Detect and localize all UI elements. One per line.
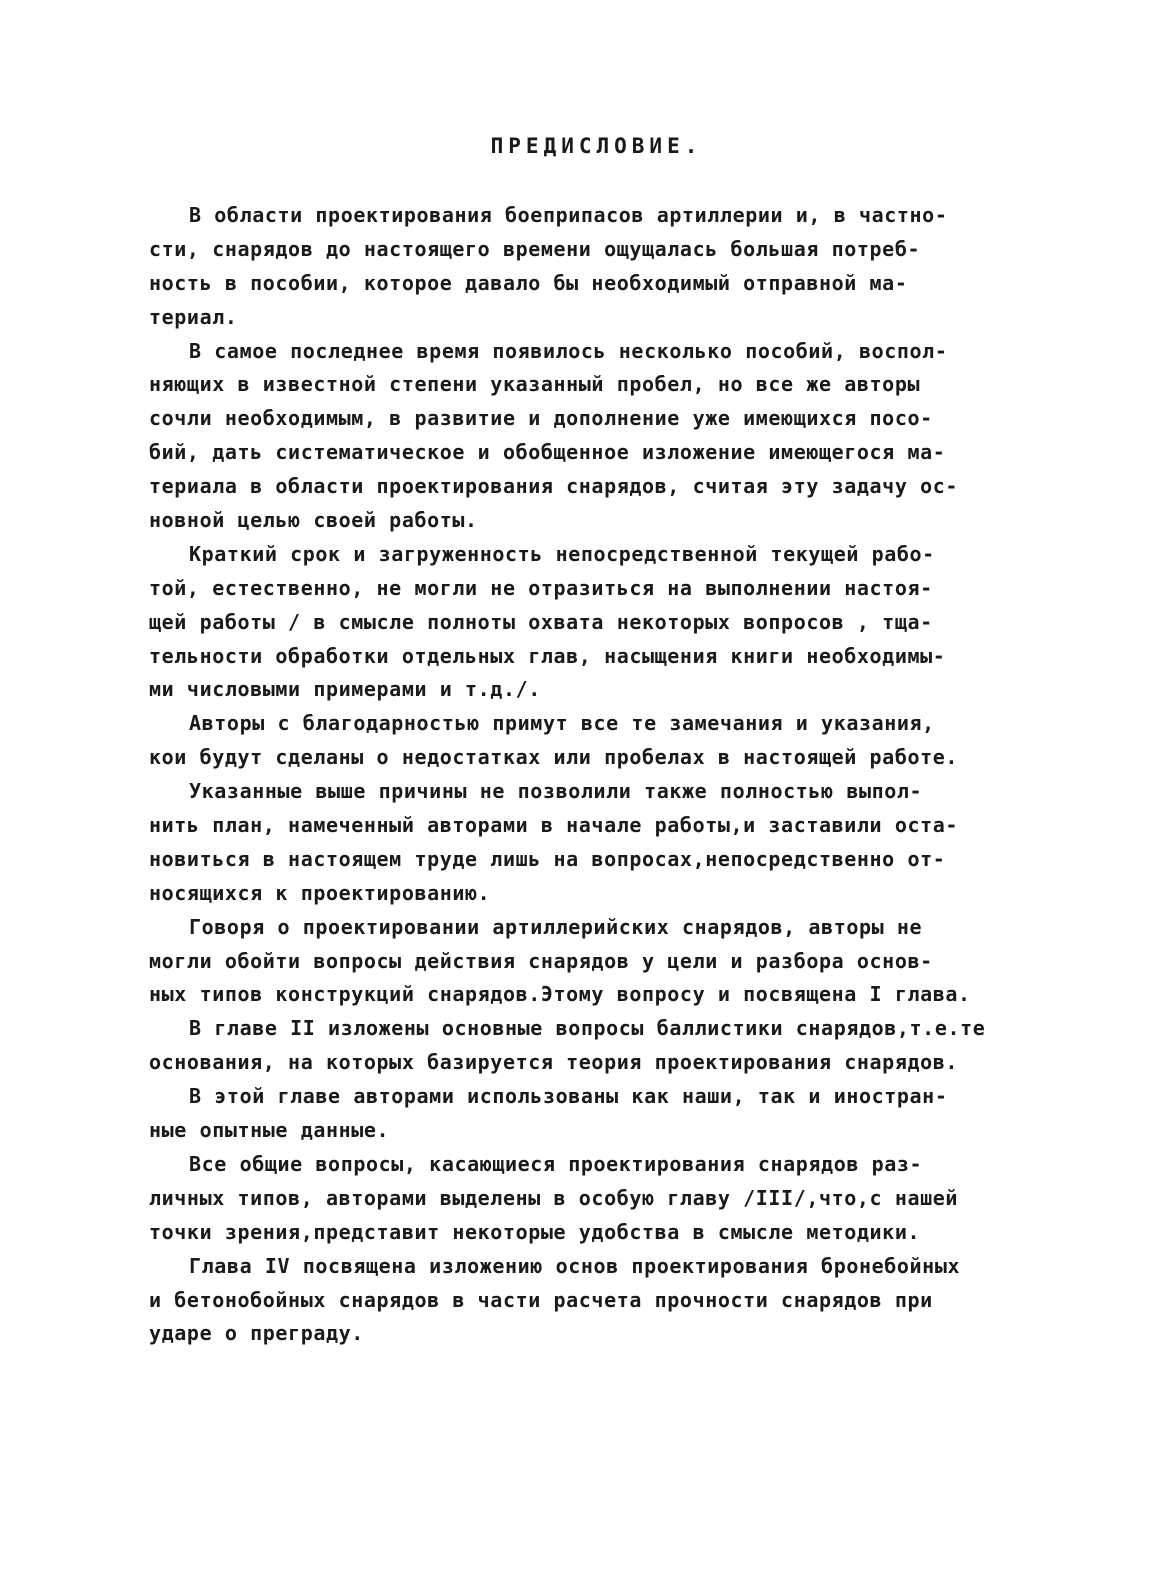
paragraph-line: няющих в известной степени указанный пробел, но все же авторы	[149, 372, 921, 397]
paragraph-line: тельности обработки отдельных глав, насыщения книги необходимы-	[149, 643, 946, 668]
paragraph	[149, 538, 1019, 707]
paragraph	[149, 1148, 1019, 1250]
paragraph	[149, 1080, 1019, 1148]
paragraph-line: В самое последнее время появилось несколько пособий, воспол-	[189, 338, 948, 363]
paragraph-line: териала в области проектирования снарядов, считая эту задачу ос-	[149, 474, 959, 499]
paragraph	[149, 1250, 1019, 1352]
paragraph	[149, 335, 1019, 538]
document-body	[149, 199, 1019, 1351]
paragraph-line: В области проектирования боеприпасов артиллерии и, в частно-	[189, 203, 948, 227]
paragraph-line: личных типов, авторами выделены в особую главу /III/,что,с нашей	[149, 1185, 959, 1210]
paragraph-line: точки зрения,представит некоторые удобства в смысле методики.	[149, 1219, 921, 1244]
paragraph-line: ударе о преграду.	[149, 1321, 364, 1346]
paragraph-line: новной целью своей работы.	[149, 508, 478, 533]
paragraph-line: териал.	[149, 304, 238, 329]
paragraph-line: щей работы / в смысле полноты охвата некоторых вопросов , тща-	[149, 609, 933, 634]
paragraph-line: Все общие вопросы, касающиеся проектирования снарядов раз-	[189, 1151, 923, 1176]
paragraph-line: той, естественно, не могли не отразиться на выполнении настоя-	[149, 575, 933, 600]
paragraph-line: Авторы с благодарностью примут все те замечания и указания,	[189, 711, 935, 736]
paragraph-line: ность в пособии, которое давало бы необходимый отправной ма-	[149, 270, 908, 295]
paragraph-line: новиться в настоящем труде лишь на вопросах,непосредственно от-	[149, 846, 946, 871]
paragraph-line: ные опытные данные.	[149, 1118, 390, 1143]
paragraph	[149, 707, 1019, 775]
paragraph	[149, 911, 1019, 1013]
paragraph	[149, 1012, 1019, 1080]
paragraph-line: кои будут сделаны о недостатках или пробелах в настоящей работе.	[149, 745, 959, 770]
paragraph-line: ных типов конструкций снарядов.Этому вопросу и посвящена I глава.	[149, 982, 971, 1007]
paragraph-line: могли обойти вопросы действия снарядов у цели и разбора основ-	[149, 948, 933, 973]
paragraph-line: Глава IV посвящена изложению основ проектирования бронебойных	[189, 1253, 961, 1278]
paragraph-line: В главе II изложены основные вопросы баллистики снарядов,т.е.те	[189, 1016, 986, 1041]
paragraph-line: бий, дать систематическое и обобщенное изложение имеющегося ма-	[149, 440, 946, 465]
paragraph-line: и бетонобойных снарядов в части расчета прочности снарядов при	[149, 1287, 933, 1312]
paragraph-line: нить план, намеченный авторами в начале работы,и заставили оста-	[149, 813, 959, 838]
paragraph	[149, 775, 1019, 911]
paragraph-line: сочли необходимым, в развитие и дополнение уже имеющихся посо-	[149, 406, 933, 431]
paragraph-line: Указанные выше причины не позволили также полностью выпол-	[189, 779, 923, 804]
page-title: ПРЕДИСЛОВИЕ.	[490, 134, 703, 158]
paragraph	[149, 199, 1019, 335]
paragraph-line: сти, снарядов до настоящего времени ощущалась большая потреб-	[149, 236, 921, 261]
paragraph-line: ми числовыми примерами и т.д./.	[149, 677, 541, 702]
paragraph-line: В этой главе авторами использованы как наши, так и иностран-	[189, 1084, 948, 1109]
paragraph-line: Говоря о проектировании артиллерийских снарядов, авторы не	[189, 914, 923, 939]
paragraph-line: основания, на которых базируется теория проектирования снарядов.	[149, 1050, 959, 1075]
paragraph-line: Краткий срок и загруженность непосредственной текущей рабо-	[189, 541, 935, 566]
paragraph-line: носящихся к проектированию.	[149, 880, 491, 905]
